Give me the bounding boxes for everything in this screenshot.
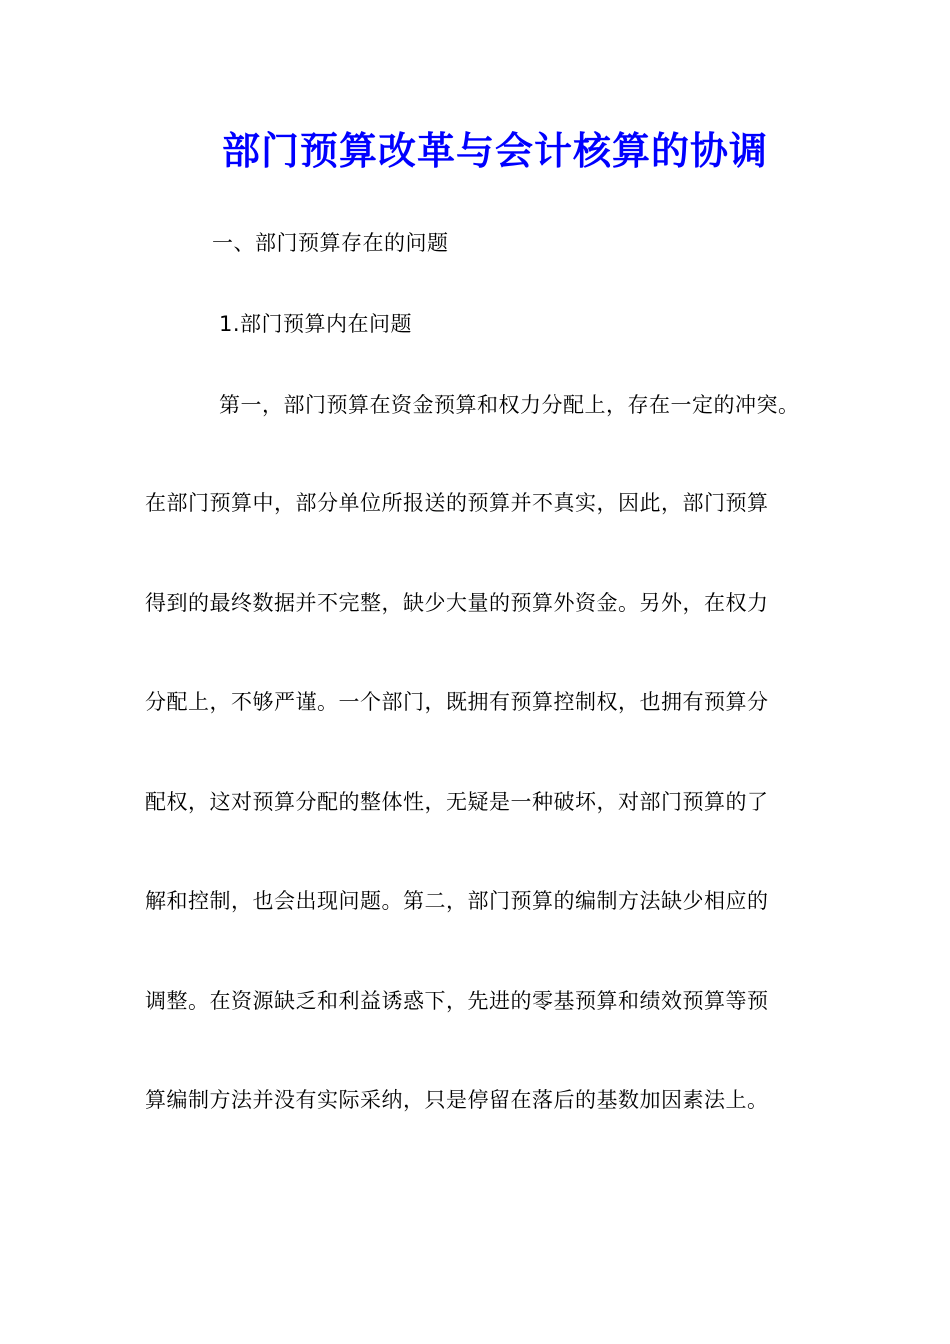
paragraph-line: 算编制方法并没有实际采纳，只是停留在落后的基数加因素法上。 (145, 1088, 769, 1112)
paragraph-line: 分配上，不够严谨。一个部门，既拥有预算控制权，也拥有预算分 (145, 690, 769, 714)
paragraph-line: 第一，部门预算在资金预算和权力分配上，存在一定的冲突。 (219, 393, 800, 417)
paragraph-line: 得到的最终数据并不完整，缺少大量的预算外资金。另外，在权力 (145, 591, 769, 615)
subsection-heading: 1.部门预算内在问题 (219, 312, 413, 336)
paragraph-line: 调整。在资源缺乏和利益诱惑下，先进的零基预算和绩效预算等预 (145, 989, 769, 1013)
document-title: 部门预算改革与会计核算的协调 (221, 128, 768, 173)
paragraph-line: 解和控制，也会出现问题。第二，部门预算的编制方法缺少相应的 (145, 889, 769, 913)
paragraph-line: 配权，这对预算分配的整体性，无疑是一种破坏，对部门预算的了 (145, 790, 769, 814)
section-heading: 一、部门预算存在的问题 (212, 231, 449, 255)
paragraph-line: 在部门预算中，部分单位所报送的预算并不真实，因此，部门预算 (145, 491, 769, 515)
